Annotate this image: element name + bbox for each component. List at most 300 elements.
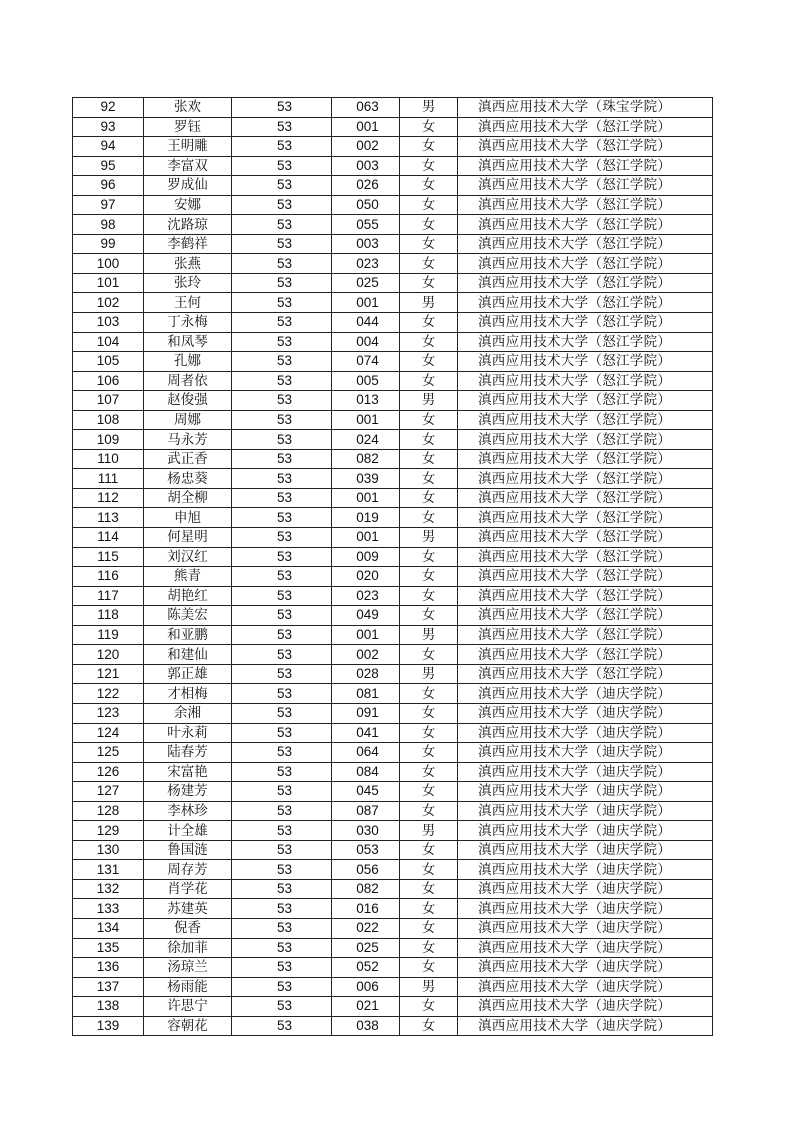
row-number-cell: 119	[73, 625, 144, 645]
table-row	[73, 762, 713, 782]
row-number-cell: 113	[73, 508, 144, 528]
school-cell: 滇西应用技术大学（迪庆学院）	[458, 723, 713, 743]
student-name-cell: 杨雨能	[144, 977, 232, 997]
score-cell: 53	[232, 273, 332, 293]
row-number-cell: 129	[73, 821, 144, 841]
student-name-cell: 张燕	[144, 254, 232, 274]
score-cell: 53	[232, 234, 332, 254]
code-cell: 039	[332, 469, 400, 489]
score-cell: 53	[232, 743, 332, 763]
table-row	[73, 176, 713, 196]
score-cell: 53	[232, 762, 332, 782]
gender-cell: 女	[400, 195, 458, 215]
code-cell: 052	[332, 958, 400, 978]
score-cell: 53	[232, 840, 332, 860]
table-row	[73, 723, 713, 743]
row-number-cell: 110	[73, 449, 144, 469]
row-number-cell: 125	[73, 743, 144, 763]
code-cell: 001	[332, 410, 400, 430]
table-row	[73, 977, 713, 997]
school-cell: 滇西应用技术大学（怒江学院）	[458, 137, 713, 157]
student-name-cell: 余湘	[144, 703, 232, 723]
gender-cell: 男	[400, 977, 458, 997]
table-row	[73, 332, 713, 352]
table-row	[73, 195, 713, 215]
student-name-cell: 刘汉红	[144, 547, 232, 567]
table-row	[73, 782, 713, 802]
gender-cell: 女	[400, 801, 458, 821]
code-cell: 001	[332, 528, 400, 548]
school-cell: 滇西应用技术大学（迪庆学院）	[458, 860, 713, 880]
student-name-cell: 胡全柳	[144, 488, 232, 508]
code-cell: 030	[332, 821, 400, 841]
table-row	[73, 606, 713, 626]
code-cell: 022	[332, 918, 400, 938]
score-cell: 53	[232, 391, 332, 411]
score-cell: 53	[232, 137, 332, 157]
code-cell: 084	[332, 762, 400, 782]
gender-cell: 女	[400, 684, 458, 704]
score-cell: 53	[232, 430, 332, 450]
gender-cell: 女	[400, 703, 458, 723]
school-cell: 滇西应用技术大学（怒江学院）	[458, 176, 713, 196]
school-cell: 滇西应用技术大学（怒江学院）	[458, 313, 713, 333]
code-cell: 087	[332, 801, 400, 821]
score-cell: 53	[232, 938, 332, 958]
code-cell: 024	[332, 430, 400, 450]
school-cell: 滇西应用技术大学（迪庆学院）	[458, 743, 713, 763]
student-name-cell: 杨建芳	[144, 782, 232, 802]
student-name-cell: 才相梅	[144, 684, 232, 704]
student-name-cell: 郭正雄	[144, 664, 232, 684]
school-cell: 滇西应用技术大学（怒江学院）	[458, 234, 713, 254]
row-number-cell: 134	[73, 918, 144, 938]
school-cell: 滇西应用技术大学（怒江学院）	[458, 488, 713, 508]
school-cell: 滇西应用技术大学（迪庆学院）	[458, 684, 713, 704]
score-cell: 53	[232, 332, 332, 352]
code-cell: 002	[332, 137, 400, 157]
code-cell: 056	[332, 860, 400, 880]
score-cell: 53	[232, 313, 332, 333]
student-name-cell: 周存芳	[144, 860, 232, 880]
gender-cell: 男	[400, 625, 458, 645]
gender-cell: 女	[400, 215, 458, 235]
gender-cell: 女	[400, 879, 458, 899]
row-number-cell: 97	[73, 195, 144, 215]
row-number-cell: 123	[73, 703, 144, 723]
code-cell: 082	[332, 879, 400, 899]
score-cell: 53	[232, 723, 332, 743]
gender-cell: 女	[400, 176, 458, 196]
gender-cell: 女	[400, 606, 458, 626]
code-cell: 049	[332, 606, 400, 626]
table-row	[73, 391, 713, 411]
student-name-cell: 肖学花	[144, 879, 232, 899]
row-number-cell: 131	[73, 860, 144, 880]
row-number-cell: 133	[73, 899, 144, 919]
school-cell: 滇西应用技术大学（迪庆学院）	[458, 762, 713, 782]
code-cell: 028	[332, 664, 400, 684]
student-name-cell: 倪香	[144, 918, 232, 938]
student-name-cell: 李鹤祥	[144, 234, 232, 254]
student-name-cell: 徐加菲	[144, 938, 232, 958]
row-number-cell: 117	[73, 586, 144, 606]
student-name-cell: 武正香	[144, 449, 232, 469]
row-number-cell: 124	[73, 723, 144, 743]
roster-table-body	[73, 98, 713, 1036]
table-row	[73, 958, 713, 978]
code-cell: 001	[332, 117, 400, 137]
gender-cell: 女	[400, 997, 458, 1017]
student-name-cell: 何星明	[144, 528, 232, 548]
gender-cell: 女	[400, 918, 458, 938]
student-name-cell: 罗成仙	[144, 176, 232, 196]
school-cell: 滇西应用技术大学（迪庆学院）	[458, 899, 713, 919]
gender-cell: 女	[400, 156, 458, 176]
code-cell: 001	[332, 293, 400, 313]
student-name-cell: 汤琼兰	[144, 958, 232, 978]
school-cell: 滇西应用技术大学（怒江学院）	[458, 371, 713, 391]
student-name-cell: 沈路琼	[144, 215, 232, 235]
gender-cell: 女	[400, 449, 458, 469]
gender-cell: 女	[400, 371, 458, 391]
score-cell: 53	[232, 801, 332, 821]
row-number-cell: 92	[73, 98, 144, 118]
score-cell: 53	[232, 645, 332, 665]
code-cell: 025	[332, 938, 400, 958]
code-cell: 044	[332, 313, 400, 333]
code-cell: 023	[332, 586, 400, 606]
row-number-cell: 135	[73, 938, 144, 958]
score-cell: 53	[232, 528, 332, 548]
table-row	[73, 508, 713, 528]
student-name-cell: 王明雕	[144, 137, 232, 157]
school-cell: 滇西应用技术大学（怒江学院）	[458, 664, 713, 684]
student-name-cell: 罗钰	[144, 117, 232, 137]
student-name-cell: 张玲	[144, 273, 232, 293]
score-cell: 53	[232, 899, 332, 919]
gender-cell: 女	[400, 234, 458, 254]
student-name-cell: 杨忠葵	[144, 469, 232, 489]
table-row	[73, 547, 713, 567]
score-cell: 53	[232, 117, 332, 137]
school-cell: 滇西应用技术大学（怒江学院）	[458, 625, 713, 645]
code-cell: 003	[332, 234, 400, 254]
score-cell: 53	[232, 547, 332, 567]
gender-cell: 女	[400, 430, 458, 450]
table-row	[73, 645, 713, 665]
code-cell: 091	[332, 703, 400, 723]
student-name-cell: 陆春芳	[144, 743, 232, 763]
score-cell: 53	[232, 98, 332, 118]
code-cell: 025	[332, 273, 400, 293]
score-cell: 53	[232, 684, 332, 704]
student-name-cell: 安娜	[144, 195, 232, 215]
score-cell: 53	[232, 625, 332, 645]
school-cell: 滇西应用技术大学（怒江学院）	[458, 117, 713, 137]
student-name-cell: 叶永莉	[144, 723, 232, 743]
gender-cell: 女	[400, 860, 458, 880]
school-cell: 滇西应用技术大学（怒江学院）	[458, 586, 713, 606]
school-cell: 滇西应用技术大学（迪庆学院）	[458, 938, 713, 958]
score-cell: 53	[232, 488, 332, 508]
row-number-cell: 95	[73, 156, 144, 176]
school-cell: 滇西应用技术大学（迪庆学院）	[458, 782, 713, 802]
score-cell: 53	[232, 195, 332, 215]
school-cell: 滇西应用技术大学（怒江学院）	[458, 391, 713, 411]
code-cell: 021	[332, 997, 400, 1017]
row-number-cell: 99	[73, 234, 144, 254]
table-row	[73, 586, 713, 606]
gender-cell: 女	[400, 1016, 458, 1036]
code-cell: 003	[332, 156, 400, 176]
table-row	[73, 117, 713, 137]
gender-cell: 女	[400, 567, 458, 587]
gender-cell: 女	[400, 938, 458, 958]
score-cell: 53	[232, 469, 332, 489]
score-cell: 53	[232, 215, 332, 235]
gender-cell: 女	[400, 313, 458, 333]
code-cell: 074	[332, 352, 400, 372]
student-name-cell: 熊青	[144, 567, 232, 587]
row-number-cell: 96	[73, 176, 144, 196]
table-row	[73, 821, 713, 841]
table-row	[73, 313, 713, 333]
table-row	[73, 567, 713, 587]
table-row	[73, 840, 713, 860]
code-cell: 081	[332, 684, 400, 704]
row-number-cell: 108	[73, 410, 144, 430]
school-cell: 滇西应用技术大学（怒江学院）	[458, 293, 713, 313]
score-cell: 53	[232, 703, 332, 723]
student-name-cell: 孔娜	[144, 352, 232, 372]
student-name-cell: 和建仙	[144, 645, 232, 665]
row-number-cell: 121	[73, 664, 144, 684]
code-cell: 009	[332, 547, 400, 567]
score-cell: 53	[232, 1016, 332, 1036]
score-cell: 53	[232, 586, 332, 606]
row-number-cell: 132	[73, 879, 144, 899]
gender-cell: 女	[400, 117, 458, 137]
table-row	[73, 449, 713, 469]
gender-cell: 女	[400, 547, 458, 567]
score-cell: 53	[232, 664, 332, 684]
gender-cell: 女	[400, 899, 458, 919]
code-cell: 023	[332, 254, 400, 274]
row-number-cell: 136	[73, 958, 144, 978]
gender-cell: 男	[400, 98, 458, 118]
score-cell: 53	[232, 879, 332, 899]
gender-cell: 女	[400, 508, 458, 528]
row-number-cell: 118	[73, 606, 144, 626]
school-cell: 滇西应用技术大学（怒江学院）	[458, 508, 713, 528]
score-cell: 53	[232, 293, 332, 313]
table-row	[73, 899, 713, 919]
school-cell: 滇西应用技术大学（怒江学院）	[458, 645, 713, 665]
student-name-cell: 丁永梅	[144, 313, 232, 333]
table-row	[73, 352, 713, 372]
student-name-cell: 和亚鹏	[144, 625, 232, 645]
student-name-cell: 和凤琴	[144, 332, 232, 352]
code-cell: 002	[332, 645, 400, 665]
school-cell: 滇西应用技术大学（迪庆学院）	[458, 703, 713, 723]
school-cell: 滇西应用技术大学（怒江学院）	[458, 547, 713, 567]
row-number-cell: 130	[73, 840, 144, 860]
code-cell: 001	[332, 488, 400, 508]
code-cell: 082	[332, 449, 400, 469]
gender-cell: 女	[400, 958, 458, 978]
student-name-cell: 许思宁	[144, 997, 232, 1017]
score-cell: 53	[232, 821, 332, 841]
score-cell: 53	[232, 410, 332, 430]
row-number-cell: 103	[73, 313, 144, 333]
student-name-cell: 宋富艳	[144, 762, 232, 782]
school-cell: 滇西应用技术大学（怒江学院）	[458, 567, 713, 587]
school-cell: 滇西应用技术大学（怒江学院）	[458, 273, 713, 293]
code-cell: 063	[332, 98, 400, 118]
code-cell: 038	[332, 1016, 400, 1036]
row-number-cell: 116	[73, 567, 144, 587]
row-number-cell: 106	[73, 371, 144, 391]
score-cell: 53	[232, 958, 332, 978]
table-row	[73, 625, 713, 645]
school-cell: 滇西应用技术大学（怒江学院）	[458, 410, 713, 430]
school-cell: 滇西应用技术大学（怒江学院）	[458, 352, 713, 372]
row-number-cell: 105	[73, 352, 144, 372]
gender-cell: 女	[400, 410, 458, 430]
gender-cell: 女	[400, 743, 458, 763]
table-row	[73, 371, 713, 391]
student-name-cell: 容朝花	[144, 1016, 232, 1036]
school-cell: 滇西应用技术大学（怒江学院）	[458, 449, 713, 469]
code-cell: 019	[332, 508, 400, 528]
gender-cell: 男	[400, 293, 458, 313]
school-cell: 滇西应用技术大学（怒江学院）	[458, 332, 713, 352]
row-number-cell: 137	[73, 977, 144, 997]
score-cell: 53	[232, 997, 332, 1017]
school-cell: 滇西应用技术大学（迪庆学院）	[458, 879, 713, 899]
gender-cell: 女	[400, 273, 458, 293]
row-number-cell: 111	[73, 469, 144, 489]
student-name-cell: 胡艳红	[144, 586, 232, 606]
code-cell: 050	[332, 195, 400, 215]
table-row	[73, 528, 713, 548]
score-cell: 53	[232, 352, 332, 372]
code-cell: 013	[332, 391, 400, 411]
gender-cell: 男	[400, 664, 458, 684]
score-cell: 53	[232, 176, 332, 196]
row-number-cell: 122	[73, 684, 144, 704]
table-row	[73, 684, 713, 704]
row-number-cell: 127	[73, 782, 144, 802]
score-cell: 53	[232, 371, 332, 391]
school-cell: 滇西应用技术大学（怒江学院）	[458, 195, 713, 215]
row-number-cell: 114	[73, 528, 144, 548]
code-cell: 055	[332, 215, 400, 235]
code-cell: 064	[332, 743, 400, 763]
school-cell: 滇西应用技术大学（迪庆学院）	[458, 977, 713, 997]
score-cell: 53	[232, 918, 332, 938]
gender-cell: 男	[400, 821, 458, 841]
table-row	[73, 98, 713, 118]
student-name-cell: 鲁国涟	[144, 840, 232, 860]
table-row	[73, 234, 713, 254]
code-cell: 053	[332, 840, 400, 860]
table-row	[73, 664, 713, 684]
score-cell: 53	[232, 567, 332, 587]
table-row	[73, 469, 713, 489]
table-row	[73, 997, 713, 1017]
table-row	[73, 860, 713, 880]
school-cell: 滇西应用技术大学（迪庆学院）	[458, 840, 713, 860]
roster-table	[72, 97, 713, 1036]
row-number-cell: 112	[73, 488, 144, 508]
row-number-cell: 104	[73, 332, 144, 352]
table-row	[73, 938, 713, 958]
code-cell: 045	[332, 782, 400, 802]
student-name-cell: 苏建英	[144, 899, 232, 919]
gender-cell: 女	[400, 586, 458, 606]
student-name-cell: 马永芳	[144, 430, 232, 450]
row-number-cell: 100	[73, 254, 144, 274]
code-cell: 020	[332, 567, 400, 587]
student-name-cell: 计全雄	[144, 821, 232, 841]
gender-cell: 女	[400, 137, 458, 157]
student-name-cell: 张欢	[144, 98, 232, 118]
student-name-cell: 周者依	[144, 371, 232, 391]
gender-cell: 女	[400, 645, 458, 665]
score-cell: 53	[232, 156, 332, 176]
row-number-cell: 139	[73, 1016, 144, 1036]
school-cell: 滇西应用技术大学（怒江学院）	[458, 215, 713, 235]
student-name-cell: 申旭	[144, 508, 232, 528]
table-row	[73, 254, 713, 274]
student-name-cell: 王何	[144, 293, 232, 313]
table-row	[73, 879, 713, 899]
table-row	[73, 743, 713, 763]
table-row	[73, 1016, 713, 1036]
score-cell: 53	[232, 860, 332, 880]
code-cell: 041	[332, 723, 400, 743]
row-number-cell: 94	[73, 137, 144, 157]
gender-cell: 女	[400, 762, 458, 782]
code-cell: 016	[332, 899, 400, 919]
gender-cell: 女	[400, 254, 458, 274]
school-cell: 滇西应用技术大学（迪庆学院）	[458, 821, 713, 841]
gender-cell: 女	[400, 782, 458, 802]
gender-cell: 女	[400, 723, 458, 743]
student-name-cell: 陈美宏	[144, 606, 232, 626]
score-cell: 53	[232, 449, 332, 469]
student-name-cell: 李林珍	[144, 801, 232, 821]
school-cell: 滇西应用技术大学（怒江学院）	[458, 156, 713, 176]
gender-cell: 女	[400, 352, 458, 372]
gender-cell: 男	[400, 528, 458, 548]
row-number-cell: 109	[73, 430, 144, 450]
code-cell: 004	[332, 332, 400, 352]
row-number-cell: 107	[73, 391, 144, 411]
school-cell: 滇西应用技术大学（怒江学院）	[458, 254, 713, 274]
table-row	[73, 156, 713, 176]
score-cell: 53	[232, 254, 332, 274]
row-number-cell: 115	[73, 547, 144, 567]
gender-cell: 女	[400, 840, 458, 860]
school-cell: 滇西应用技术大学（珠宝学院）	[458, 98, 713, 118]
school-cell: 滇西应用技术大学（迪庆学院）	[458, 997, 713, 1017]
row-number-cell: 120	[73, 645, 144, 665]
score-cell: 53	[232, 606, 332, 626]
code-cell: 026	[332, 176, 400, 196]
